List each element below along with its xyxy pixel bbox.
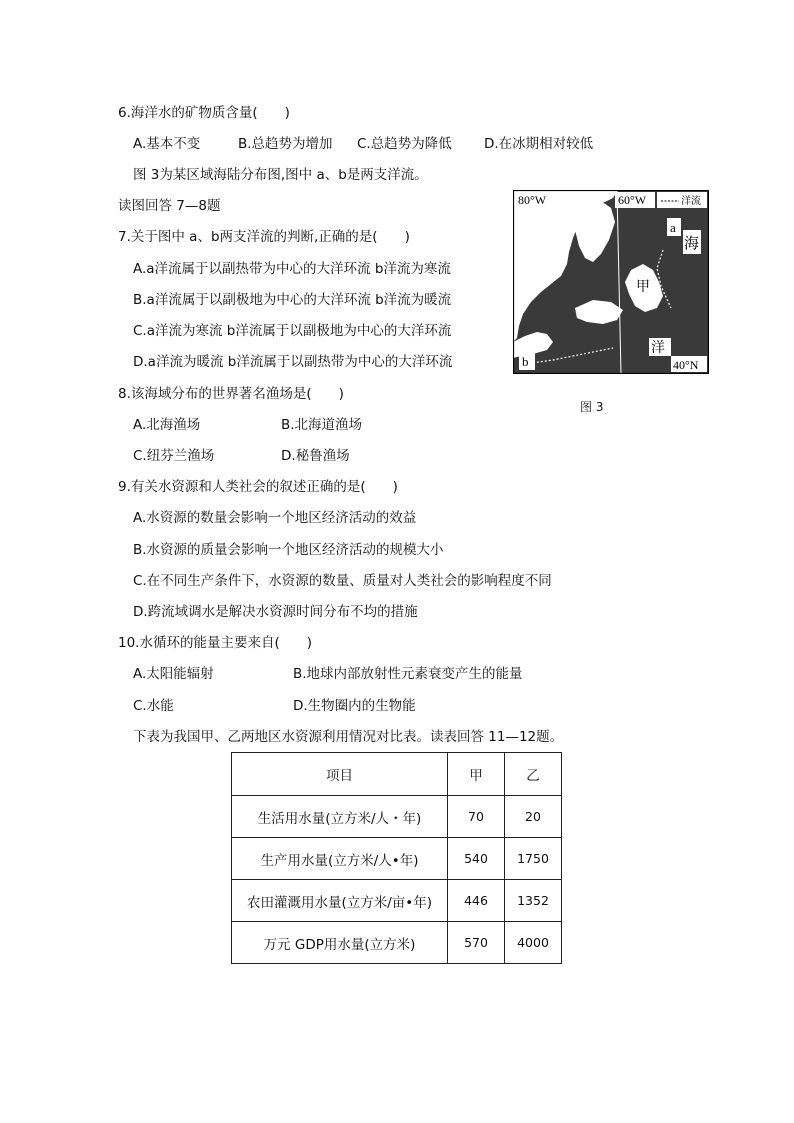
q8-option-d: D.秘鲁渔场 [281, 448, 350, 464]
table-header-item: 项目 [232, 753, 448, 796]
table-cell-jia: 570 [448, 922, 505, 964]
table-cell-item: 万元 GDP用水量(立方米) [232, 922, 448, 964]
table-cell-jia: 70 [448, 796, 505, 838]
table-header-yi: 乙 [505, 753, 562, 796]
q9-option-a: A.水资源的数量会影响一个地区经济活动的效益 [133, 510, 417, 526]
read-instruction-7-8: 读图回答 7—8题 [118, 198, 221, 214]
table-row [232, 922, 562, 964]
map-label-a: a [670, 220, 676, 235]
q10-option-d: D.生物圈内的生物能 [293, 698, 416, 714]
table-header-jia: 甲 [448, 753, 505, 796]
table-cell-yi: 20 [505, 796, 562, 838]
table-row [232, 796, 562, 838]
table-cell-jia: 446 [448, 880, 505, 922]
map-label-jia: 甲 [636, 279, 650, 295]
q6-option-c: C.总趋势为降低 [357, 136, 452, 152]
figure3-caption: 图 3 [580, 400, 604, 414]
table-cell-item: 生产用水量(立方米/人•年) [232, 838, 448, 880]
q7-option-b: B.a洋流属于以副极地为中心的大洋环流 b洋流为暖流 [133, 292, 452, 308]
table-header-row [232, 753, 562, 796]
table-intro: 下表为我国甲、乙两地区水资源利用情况对比表。读表回答 11—12题。 [133, 729, 564, 745]
q7-stem: 7.关于图中 a、b两支洋流的判断,正确的是( ) [118, 229, 410, 245]
q10-stem: 10.水循环的能量主要来自( ) [118, 635, 313, 651]
q8-stem: 8.该海域分布的世界著名渔场是( ) [118, 386, 344, 402]
q8-option-a: A.北海渔场 [133, 417, 201, 433]
q8-option-b: B.北海道渔场 [281, 417, 363, 433]
q9-option-c: C.在不同生产条件下，水资源的数量、质量对人类社会的影响程度不同 [133, 573, 552, 589]
map-lat-40n: 40°N [673, 358, 699, 372]
q8-option-c: C.纽芬兰渔场 [133, 448, 215, 464]
q7-option-a: A.a洋流属于以副热带为中心的大洋环流 b洋流为寒流 [133, 261, 451, 277]
table-row [232, 880, 562, 922]
map-label-yang: 洋 [651, 340, 665, 356]
q9-option-d: D.跨流域调水是解决水资源时间分布不均的措施 [133, 604, 418, 620]
q9-stem: 9.有关水资源和人类社会的叙述正确的是( ) [118, 479, 398, 495]
map-lon-60w: 60°W [618, 193, 647, 207]
q7-option-d: D.a洋流为暖流 b洋流属于以副热带为中心的大洋环流 [133, 354, 453, 370]
table-cell-yi: 1750 [505, 838, 562, 880]
table-cell-item: 农田灌溉用水量(立方米/亩•年) [232, 880, 448, 922]
q6-option-a: A.基本不变 [133, 136, 201, 152]
figure3-map [513, 190, 709, 374]
map-lon-80w: 80°W [518, 193, 547, 207]
map-legend-current: 洋流 [681, 196, 701, 207]
water-use-comparison-table [231, 752, 562, 964]
q6-option-b: B.总趋势为增加 [238, 136, 333, 152]
q6-stem: 6.海洋水的矿物质含量( ) [118, 105, 290, 121]
figure3-intro: 图 3为某区域海陆分布图,图中 a、b是两支洋流。 [133, 167, 428, 183]
map-label-b: b [522, 354, 529, 369]
table-cell-yi: 4000 [505, 922, 562, 964]
q6-option-d: D.在冰期相对较低 [484, 136, 594, 152]
table-cell-item: 生活用水量(立方米/人・年) [232, 796, 448, 838]
table-cell-jia: 540 [448, 838, 505, 880]
q10-option-c: C.水能 [133, 698, 174, 714]
table-row [232, 838, 562, 880]
map-label-hai: 海 [684, 234, 700, 252]
q9-option-b: B.水资源的质量会影响一个地区经济活动的规模大小 [133, 542, 444, 558]
q7-option-c: C.a洋流为寒流 b洋流属于以副极地为中心的大洋环流 [133, 323, 452, 339]
q10-option-b: B.地球内部放射性元素衰变产生的能量 [293, 666, 523, 682]
q10-option-a: A.太阳能辐射 [133, 666, 214, 682]
table-cell-yi: 1352 [505, 880, 562, 922]
